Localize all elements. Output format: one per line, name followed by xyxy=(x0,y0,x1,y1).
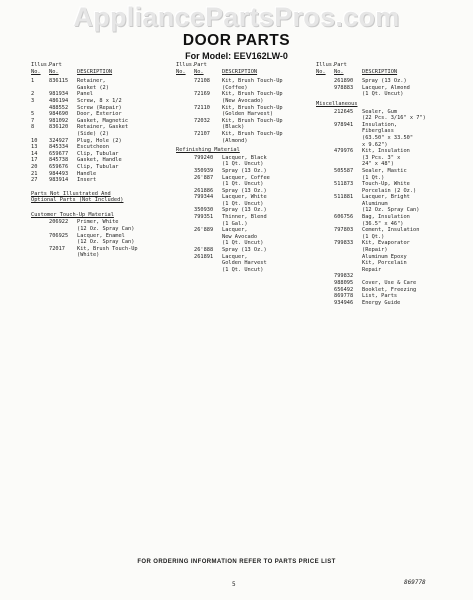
section-title: Refinishing Material xyxy=(176,147,240,154)
part-row xyxy=(31,219,171,232)
part-description: Kit, Brush Touch-Up (Golden Harvest) xyxy=(222,104,283,118)
part-row xyxy=(31,246,171,259)
header-description: DESCRIPTION xyxy=(222,68,258,75)
part-number: 324927 xyxy=(49,137,69,144)
ordering-footer: FOR ORDERING INFORMATION REFER TO PARTS PRICE LIST xyxy=(137,559,336,565)
illus-number xyxy=(316,109,334,122)
part-description: Panel xyxy=(77,91,93,98)
part-description: Lacquer, New Avocado (1 Qt. Uncut) xyxy=(222,227,264,247)
part-number xyxy=(334,254,362,274)
part-number: 72169 xyxy=(194,91,210,98)
part-description: Bag, Insulation (36.5" x 46") xyxy=(362,214,410,227)
part-number: 511881 xyxy=(334,194,354,201)
part-row xyxy=(176,214,312,227)
parts-column-2 xyxy=(176,62,312,273)
part-number: 659677 xyxy=(49,150,69,157)
part-number: 799832 xyxy=(334,273,354,280)
part-description: Clip, Tubular xyxy=(77,150,119,157)
part-number: 988095 xyxy=(334,280,354,286)
illus-number xyxy=(176,254,194,274)
illus-number xyxy=(316,240,334,253)
part-row xyxy=(316,227,456,240)
part-number: 72110 xyxy=(194,104,210,111)
part-description: Kit, Brush Touch-Up (Black) xyxy=(222,117,283,131)
model-line: For Model: EEV162LW-0 xyxy=(185,51,288,61)
part-number: 836120 xyxy=(49,124,69,131)
illus-number xyxy=(176,91,194,104)
part-description: Cement, Insulation (1 Qt.) xyxy=(362,227,420,240)
part-description: Lacquer, Bright Aluminum (12 Oz. Spray Can) xyxy=(362,194,420,214)
illus-number: 1 xyxy=(31,78,35,85)
part-number: 206922 xyxy=(49,219,69,226)
part-row xyxy=(316,300,456,307)
part-row xyxy=(31,151,171,158)
part-row xyxy=(176,247,312,254)
part-description: Retainer, Gasket (2) xyxy=(77,78,109,91)
part-number: 26'889 xyxy=(194,227,214,234)
part-description: Lacquer, Enamel (12 Oz. Spray Can) xyxy=(77,232,135,246)
part-number: 488552 xyxy=(49,104,69,111)
part-number: 799344 xyxy=(194,194,214,201)
section-title: Customer Touch-Up Material xyxy=(31,211,114,218)
illus-number xyxy=(31,105,49,112)
part-row xyxy=(316,287,456,294)
part-description: Kit, Evaporator (Repair) xyxy=(362,240,410,254)
part-row xyxy=(31,233,171,246)
header-part-no: No. xyxy=(334,68,344,75)
header-illus: Illus. xyxy=(176,62,196,68)
part-row xyxy=(316,194,456,214)
part-description: Lacquer, Black (1 Qt. Uncut) xyxy=(222,154,267,168)
part-description: Insulation, Fiberglass (63.50" x 33.50" x 9.62") xyxy=(362,121,414,148)
illus-number xyxy=(176,155,194,168)
part-description: Screw, 8 x 1/2 xyxy=(77,97,122,104)
part-number: 984493 xyxy=(49,170,69,177)
illus-number: 14 xyxy=(31,150,38,157)
parts-column-1 xyxy=(31,62,171,259)
part-number: 799833 xyxy=(334,240,354,247)
part-description: Spray (13 Oz.) xyxy=(362,78,407,85)
part-row xyxy=(176,168,312,175)
illus-number: 2 xyxy=(31,91,35,98)
part-description: Spray (13 Oz.) xyxy=(222,167,267,174)
part-description: Lacquer, Golden Harvest (1 Qt. Uncut) xyxy=(222,253,267,273)
header-description: DESCRIPTION xyxy=(77,68,113,75)
illus-number xyxy=(176,118,194,131)
part-number: 350930 xyxy=(194,207,214,214)
part-number: 845334 xyxy=(49,144,69,151)
part-description: Kit, Insulation (3 Pcs. 3" x 24" x 48") xyxy=(362,148,410,168)
illus-number xyxy=(176,188,194,195)
part-description: Kit, Brush Touch-Up (Almond) xyxy=(222,130,283,144)
illus-number xyxy=(176,168,194,175)
part-row xyxy=(176,91,312,104)
part-number: 212645 xyxy=(334,108,354,115)
parts-list xyxy=(176,155,312,274)
part-number: 261890 xyxy=(334,78,354,85)
part-number: 72108 xyxy=(194,78,210,85)
illus-number xyxy=(316,300,334,307)
illus-number xyxy=(316,293,334,300)
parts-list xyxy=(316,109,456,307)
header-no: No. xyxy=(31,68,41,75)
header-illus: Illus. xyxy=(316,62,336,68)
part-row xyxy=(31,91,171,98)
part-description: Insert xyxy=(77,177,97,184)
part-description: Primer, White (12 Oz. Spray Can) xyxy=(77,219,135,233)
part-row xyxy=(31,164,171,171)
illus-number: 20 xyxy=(31,163,38,170)
part-description: Booklet, Freezing xyxy=(362,286,417,293)
header-no: No. xyxy=(176,68,186,75)
part-number: 983914 xyxy=(49,177,69,184)
part-description: Clip, Tubular xyxy=(77,163,119,170)
illus-number xyxy=(316,78,334,85)
part-description: Screw (Repair) xyxy=(77,104,122,111)
part-row xyxy=(316,85,456,98)
part-number: 934946 xyxy=(334,299,354,306)
part-row xyxy=(176,188,312,195)
part-description: Escutcheon xyxy=(77,144,109,151)
part-description: Gasket, Handle xyxy=(77,157,122,164)
part-number: 26'887 xyxy=(194,174,214,181)
illus-number xyxy=(316,214,334,227)
part-number: 978883 xyxy=(334,84,354,91)
illus-number xyxy=(316,273,334,280)
part-row xyxy=(316,109,456,122)
part-description: Sealer, Gum (22 Pcs. 3/16" x 7") xyxy=(362,108,426,122)
part-row xyxy=(31,98,171,105)
document-id: 869778 xyxy=(404,579,426,586)
part-description: Energy Guide xyxy=(362,299,401,306)
illus-number xyxy=(316,148,334,168)
illus-number: 21 xyxy=(31,170,38,177)
part-row xyxy=(176,254,312,274)
part-row xyxy=(31,105,171,112)
illus-number: 13 xyxy=(31,144,38,151)
part-number: 797803 xyxy=(334,227,354,234)
part-row xyxy=(176,131,312,144)
column-header xyxy=(316,62,456,75)
part-description: Handle xyxy=(77,170,97,177)
header-part: Part xyxy=(334,62,347,68)
header-part-no: No. xyxy=(194,68,204,75)
part-number: 72017 xyxy=(49,245,65,252)
illus-number: 27 xyxy=(31,177,38,184)
part-description xyxy=(362,273,456,280)
part-row xyxy=(316,78,456,85)
part-number: 505587 xyxy=(334,167,354,174)
part-row xyxy=(31,144,171,151)
illus-number xyxy=(176,227,194,247)
part-row xyxy=(31,157,171,164)
part-number: 978941 xyxy=(334,121,354,128)
header-part: Part xyxy=(194,62,207,68)
page-number: 5 xyxy=(232,581,236,588)
part-row xyxy=(31,138,171,145)
part-number: 656492 xyxy=(334,286,354,293)
part-row xyxy=(316,214,456,227)
part-row xyxy=(176,155,312,168)
illus-number: 7 xyxy=(31,117,35,124)
part-number: 799240 xyxy=(194,154,214,161)
illus-number xyxy=(316,287,334,294)
illus-number xyxy=(316,194,334,214)
illus-number xyxy=(316,181,334,194)
part-row xyxy=(176,227,312,247)
part-description: Gasket, Magnetic xyxy=(77,117,129,124)
illus-number xyxy=(316,85,334,98)
illus-number xyxy=(316,227,334,240)
header-part-no: No. xyxy=(49,68,59,75)
part-row xyxy=(31,111,171,118)
part-number: 981934 xyxy=(49,91,69,98)
part-number: 659676 xyxy=(49,163,69,170)
illus-number xyxy=(31,246,49,259)
part-row xyxy=(31,124,171,137)
part-description: Lacquer, Coffee (1 Qt. Uncut) xyxy=(222,174,270,188)
part-row xyxy=(31,118,171,125)
part-description: Spray (13 Oz.) xyxy=(222,207,267,214)
part-number: 511873 xyxy=(334,181,354,188)
part-description: Aluminum Epoxy Kit, Porcelain Repair xyxy=(362,253,407,273)
part-number: 845738 xyxy=(49,157,69,164)
header-description: DESCRIPTION xyxy=(362,68,398,75)
illus-number xyxy=(316,122,334,148)
part-number: 350939 xyxy=(194,167,214,174)
part-description: Touch-Up, White Porcelain (2 Oz.) xyxy=(362,181,417,194)
part-description: Spray (13 Oz.) xyxy=(222,187,267,194)
part-description: Kit, Brush Touch-Up (White) xyxy=(77,245,138,259)
section-title: Miscellaneous xyxy=(316,100,358,107)
watermark: AppliancePartsPros.com xyxy=(73,2,400,32)
illus-number: 8 xyxy=(31,124,35,131)
illus-number xyxy=(176,131,194,144)
part-row xyxy=(316,122,456,148)
part-description: Thinner, Blend (1 Gal.) xyxy=(222,214,267,227)
column-header xyxy=(176,62,312,75)
part-number: 486194 xyxy=(49,97,69,104)
illus-number xyxy=(176,194,194,207)
part-description: Door, Exterior xyxy=(77,111,122,118)
part-row xyxy=(176,118,312,131)
part-row xyxy=(316,148,456,168)
part-row xyxy=(316,168,456,181)
part-number: 72032 xyxy=(194,117,210,124)
parts-column-3 xyxy=(316,62,456,306)
part-number: 981092 xyxy=(49,117,69,124)
part-row xyxy=(176,175,312,188)
header-part: Part xyxy=(49,62,62,68)
parts-list xyxy=(31,78,171,184)
part-row xyxy=(176,194,312,207)
illus-number xyxy=(316,254,334,274)
part-description: Retainer, Gasket (Side) (2) xyxy=(77,124,129,137)
part-number: 261891 xyxy=(194,253,214,260)
page-title: DOOR PARTS xyxy=(182,32,291,49)
illus-number xyxy=(31,219,49,232)
part-number: 26'888 xyxy=(194,247,214,254)
illus-number: 3 xyxy=(31,97,35,104)
illus-number xyxy=(31,233,49,246)
section-note: Parts Not Illustrated And Optional Parts (Not Included) xyxy=(31,190,124,204)
part-description: Sealer, Mastic (1 Qt.) xyxy=(362,167,407,181)
illus-number xyxy=(176,78,194,91)
illus-number: 5 xyxy=(31,111,35,118)
part-number: 869778 xyxy=(334,293,354,300)
part-row xyxy=(31,78,171,91)
illus-number xyxy=(176,105,194,118)
illus-number xyxy=(316,168,334,181)
part-description: Cover, Use & Care xyxy=(362,280,417,286)
part-row xyxy=(316,273,456,280)
part-number: 72107 xyxy=(194,130,210,137)
header-no: No. xyxy=(316,68,326,75)
part-row xyxy=(176,207,312,214)
illus-number xyxy=(176,247,194,254)
part-number: 261886 xyxy=(194,187,214,194)
part-description: Spray (13 Oz.) xyxy=(222,247,267,254)
part-description: Lacquer, Almond (1 Qt. Uncut) xyxy=(362,84,410,98)
part-description: Kit, Brush Touch-Up (Coffee) xyxy=(222,78,283,91)
part-row xyxy=(316,293,456,300)
illus-number xyxy=(316,280,334,287)
illus-number xyxy=(176,207,194,214)
column-header xyxy=(31,62,171,75)
part-row xyxy=(316,280,456,287)
part-description: Kit, Brush Touch-Up (New Avocado) xyxy=(222,91,283,104)
part-number: 706925 xyxy=(49,232,69,239)
parts-list xyxy=(31,219,171,259)
part-number: 799351 xyxy=(194,214,214,221)
part-row xyxy=(31,171,171,178)
part-row xyxy=(176,78,312,91)
illus-number: 17 xyxy=(31,157,38,164)
illus-number xyxy=(176,214,194,227)
part-row xyxy=(316,181,456,194)
header-illus: Illus. xyxy=(31,62,51,68)
parts-list xyxy=(316,78,456,98)
part-number: 606756 xyxy=(334,214,354,221)
part-description: List, Parts xyxy=(362,293,398,300)
illus-number: 10 xyxy=(31,137,38,144)
part-number: 984690 xyxy=(49,111,69,118)
part-row xyxy=(316,254,456,274)
part-row xyxy=(31,177,171,184)
part-row xyxy=(176,105,312,118)
part-description: Lacquer, White (1 Qt. Uncut) xyxy=(222,194,267,207)
part-row xyxy=(316,240,456,253)
parts-list xyxy=(176,78,312,144)
part-number: 479976 xyxy=(334,148,354,155)
part-number: 836115 xyxy=(49,78,69,85)
part-description: Plug, Hole (2) xyxy=(77,137,122,144)
illus-number xyxy=(176,175,194,188)
